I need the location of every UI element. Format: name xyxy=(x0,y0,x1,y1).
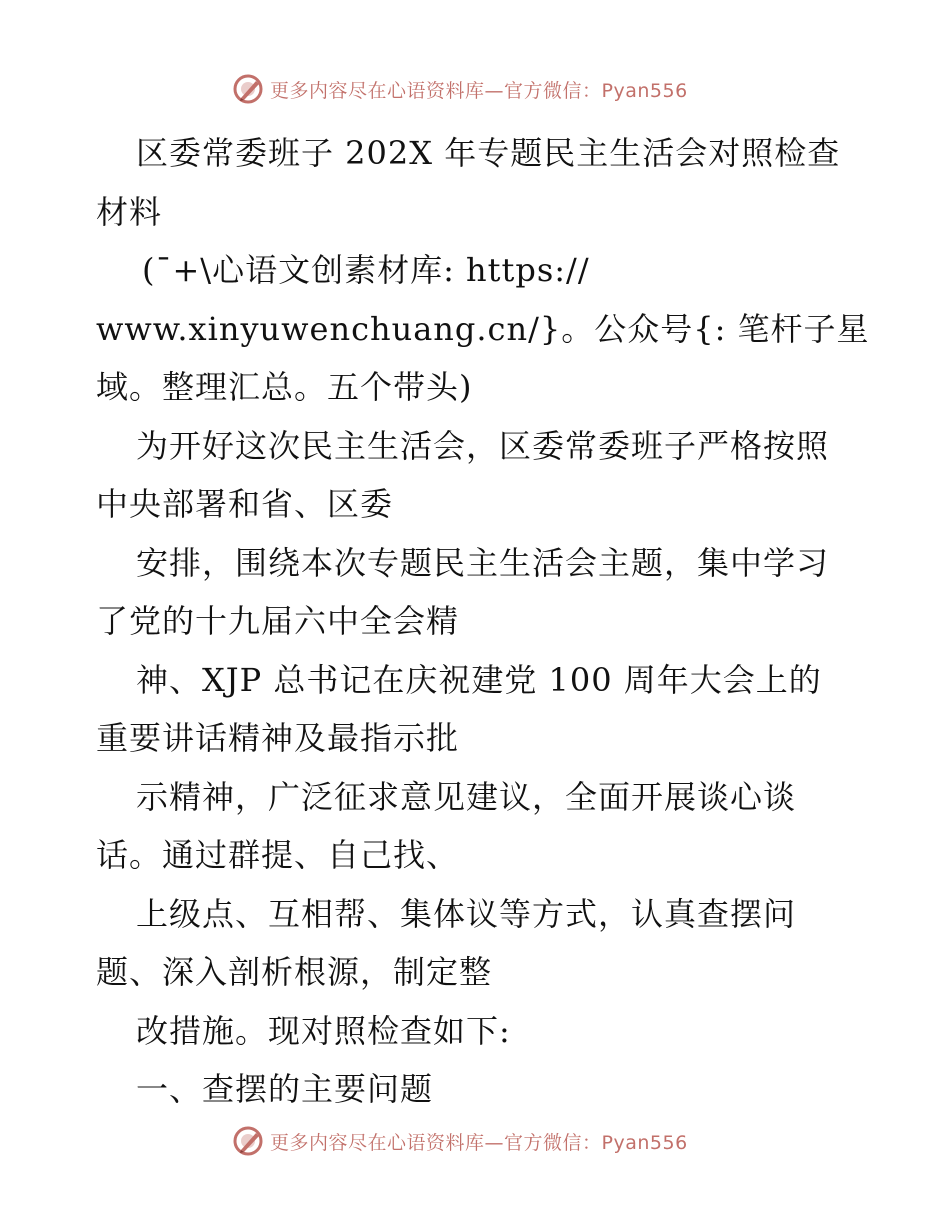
paragraph-line: 话。通过群提、自己找、 xyxy=(96,836,460,874)
footer-watermark xyxy=(232,1124,688,1158)
paragraph-line: 了党的十九届六中全会精 xyxy=(96,602,460,640)
seal-pen-logo-icon xyxy=(232,73,264,105)
paragraph-line: 安排，围绕本次专题民主生活会主题，集中学习 xyxy=(136,543,830,582)
paragraph-line: 题、深入剖析根源，制定整 xyxy=(96,953,493,991)
watermark-text: 更多内容尽在心语资料库—官方微信：Pyan556 xyxy=(270,79,688,102)
source-note-line-1: (¯+\心语文创素材库: https:// xyxy=(142,251,590,289)
seal-pen-logo-icon xyxy=(232,1125,264,1157)
paragraph-line: 中央部署和省、区委 xyxy=(96,485,394,523)
paragraph-line: 神、XJP 总书记在庆祝建党 100 周年大会上的 xyxy=(136,660,822,699)
header-watermark xyxy=(232,72,688,106)
paragraph-line: 为开好这次民主生活会，区委常委班子严格按照 xyxy=(136,426,830,465)
document-title-line-1: 区委常委班子 202X 年专题民主生活会对照检查 xyxy=(136,134,841,172)
document-title-line-2: 材料 xyxy=(96,192,163,231)
paragraph-line: 示精神，广泛征求意见建议，全面开展谈心谈 xyxy=(136,777,797,816)
source-note-line-3: 域。整理汇总。五个带头) xyxy=(96,368,473,406)
watermark-text: 更多内容尽在心语资料库—官方微信：Pyan556 xyxy=(270,1131,688,1154)
paragraph-line: 重要讲话精神及最指示批 xyxy=(96,719,460,757)
section-heading: 一、查摆的主要问题 xyxy=(136,1070,434,1108)
document-body xyxy=(96,124,870,1119)
paragraph-line: 上级点、互相帮、集体议等方式，认真查摆问 xyxy=(136,894,797,933)
paragraph-line: 改措施。现对照检查如下: xyxy=(136,1011,511,1050)
source-note-line-2: www.xinyuwenchuang.cn/}。公众号{: 笔杆子星 xyxy=(96,309,870,348)
